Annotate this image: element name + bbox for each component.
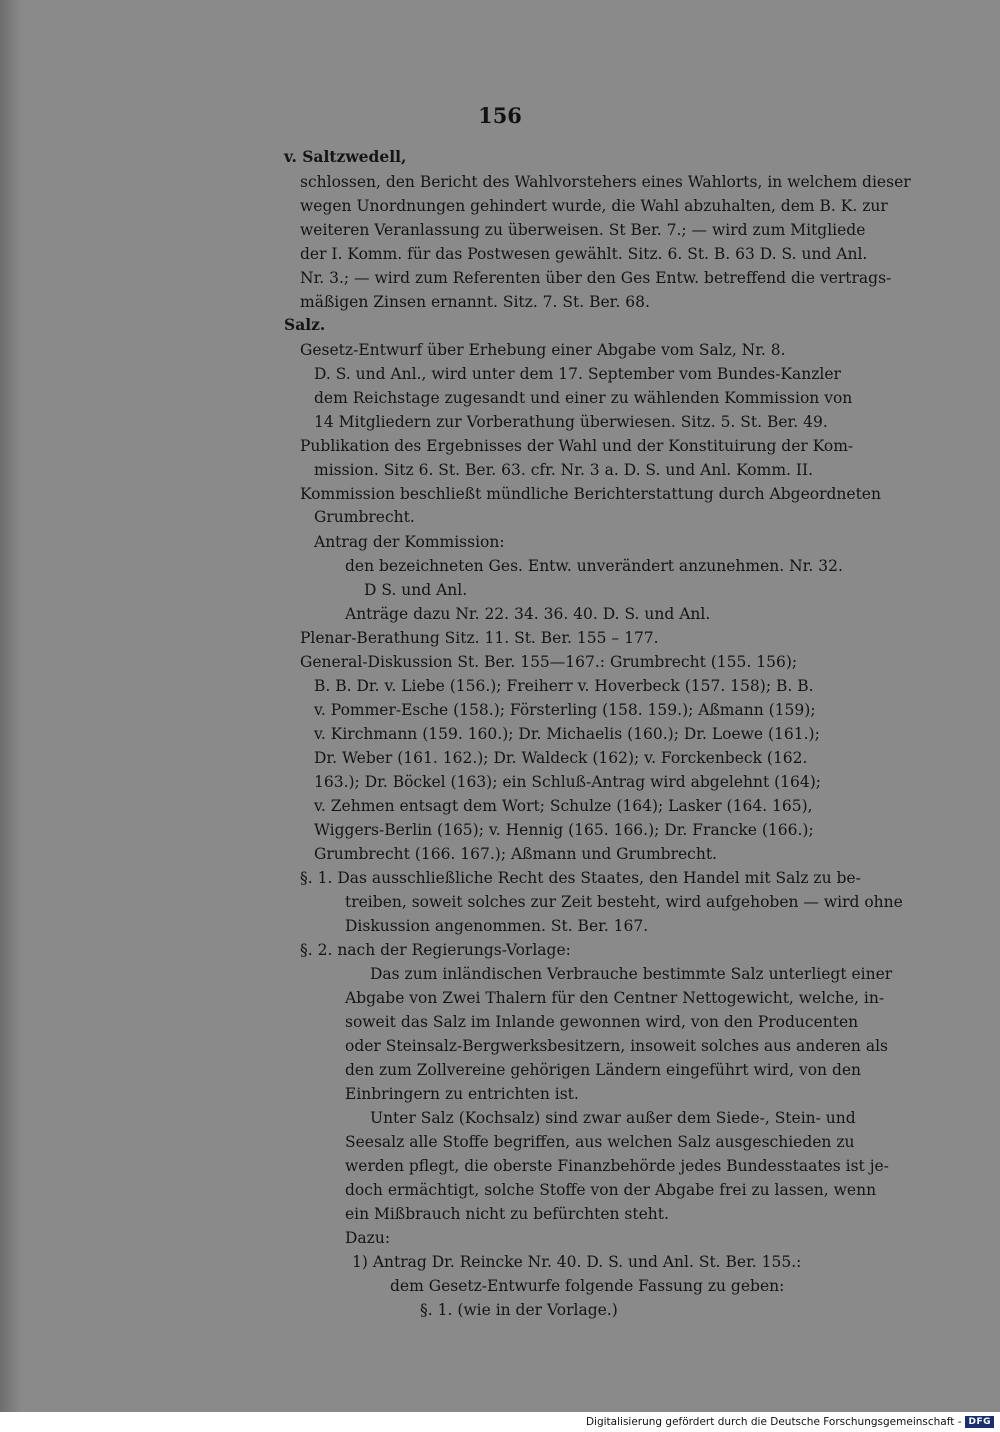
text-line: Gesetz-Entwurf über Erhebung einer Abgabe vom Salz, Nr. 8.	[300, 341, 786, 359]
text-line: den zum Zollvereine gehörigen Ländern eingeführt wird, von den	[345, 1061, 862, 1079]
text-line: ein Mißbrauch nicht zu befürchten steht.	[345, 1205, 669, 1223]
text-line: v. Saltzwedell,	[284, 147, 407, 166]
text-line: soweit das Salz im Inlande gewonnen wird, von den Producenten	[345, 1013, 859, 1031]
text-line: doch ermächtigt, solche Stoffe von der Abgabe frei zu lassen, wenn	[345, 1181, 877, 1199]
text-line: Antrag der Kommission:	[314, 533, 505, 551]
text-line: der I. Komm. für das Postwesen gewählt. Sitz. 6. St. B. 63 D. S. und Anl.	[300, 245, 868, 263]
text-line: v. Pommer-Esche (158.); Försterling (158. 159.); Aßmann (159);	[314, 701, 816, 719]
text-line: §. 2. nach der Regierungs-Vorlage:	[300, 941, 571, 959]
text-line: dem Reichstage zugesandt und einer zu wählenden Kommission von	[314, 389, 853, 407]
text-line: weiteren Veranlassung zu überweisen. St Ber. 7.; — wird zum Mitgliede	[300, 221, 866, 239]
text-line: Seesalz alle Stoffe begriffen, aus welchen Salz ausgeschieden zu	[345, 1133, 855, 1151]
text-line: Dazu:	[345, 1229, 391, 1247]
text-line: Unter Salz (Kochsalz) sind zwar außer dem Siede-, Stein- und	[370, 1109, 856, 1127]
text-line: oder Steinsalz-Bergwerksbesitzern, insoweit solches aus anderen als	[345, 1037, 888, 1055]
text-line: wegen Unordnungen gehindert wurde, die Wahl abzuhalten, dem B. K. zur	[300, 197, 888, 215]
text-line: Grumbrecht (166. 167.); Aßmann und Grumbrecht.	[314, 845, 717, 863]
text-line: Abgabe von Zwei Thalern für den Centner Nettogewicht, welche, in-	[345, 989, 885, 1007]
digitization-footer	[586, 1416, 994, 1428]
text-line: General-Diskussion St. Ber. 155—167.: Grumbrecht (155. 156);	[300, 653, 798, 671]
page-edge-shadow	[0, 0, 22, 1412]
text-line: Wiggers-Berlin (165); v. Hennig (165. 166.); Dr. Francke (166.);	[314, 821, 814, 839]
text-line: Diskussion angenommen. St. Ber. 167.	[345, 917, 649, 935]
text-line: D. S. und Anl., wird unter dem 17. September vom Bundes-Kanzler	[314, 365, 841, 383]
section-heading: Salz.	[284, 315, 326, 334]
text-line: den bezeichneten Ges. Entw. unverändert anzunehmen. Nr. 32.	[345, 557, 843, 575]
text-line: §. 1. Das ausschließliche Recht des Staates, den Handel mit Salz zu be-	[300, 869, 861, 887]
text-line: mission. Sitz 6. St. Ber. 63. cfr. Nr. 3 a. D. S. und Anl. Komm. II.	[314, 461, 814, 479]
text-line: v. Kirchmann (159. 160.); Dr. Michaelis (160.); Dr. Loewe (161.);	[314, 725, 820, 743]
text-line: Einbringern zu entrichten ist.	[345, 1085, 579, 1103]
text-line: mäßigen Zinsen ernannt. Sitz. 7. St. Ber. 68.	[300, 293, 650, 311]
footer-credit: Digitalisierung gefördert durch die Deutsche Forschungsgemeinschaft -	[585, 1416, 962, 1428]
text-line: werden pflegt, die oberste Finanzbehörde jedes Bundesstaates ist je-	[345, 1157, 889, 1175]
text-line: Publikation des Ergebnisses der Wahl und der Konstituirung der Kom-	[300, 437, 854, 455]
text-line: Anträge dazu Nr. 22. 34. 36. 40. D. S. und Anl.	[345, 605, 711, 623]
text-line: dem Gesetz-Entwurfe folgende Fassung zu geben:	[390, 1277, 785, 1295]
text-line: v. Zehmen entsagt dem Wort; Schulze (164); Lasker (164. 165),	[314, 797, 813, 815]
text-line: 163.); Dr. Böckel (163); ein Schluß-Antrag wird abgelehnt (164);	[314, 773, 822, 791]
page-number: 156	[478, 103, 522, 128]
text-line: Das zum inländischen Verbrauche bestimmte Salz unterliegt einer	[370, 965, 893, 983]
text-line: Dr. Weber (161. 162.); Dr. Waldeck (162); v. Forckenbeck (162.	[314, 749, 808, 767]
text-line: 14 Mitgliedern zur Vorberathung überwiesen. Sitz. 5. St. Ber. 49.	[314, 413, 828, 431]
text-line: Kommission beschließt mündliche Berichterstattung durch Abgeordneten	[300, 485, 881, 503]
text-line: B. B. Dr. v. Liebe (156.); Freiherr v. Hoverbeck (157. 158); B. B.	[314, 677, 814, 695]
text-line: Nr. 3.; — wird zum Referenten über den Ges Entw. betreffend die vertrags-	[300, 269, 892, 287]
text-line: schlossen, den Bericht des Wahlvorstehers eines Wahlorts, in welchem dieser	[300, 173, 911, 191]
dfg-logo: DFG	[965, 1416, 994, 1428]
text-line: treiben, soweit solches zur Zeit besteht, wird aufgehoben — wird ohne	[345, 893, 903, 911]
text-line: Grumbrecht.	[314, 508, 415, 526]
text-line: §. 1. (wie in der Vorlage.)	[420, 1301, 618, 1319]
text-line: 1) Antrag Dr. Reincke Nr. 40. D. S. und Anl. St. Ber. 155.:	[352, 1253, 802, 1271]
text-line: D S. und Anl.	[364, 581, 468, 599]
text-line: Plenar-Berathung Sitz. 11. St. Ber. 155 – 177.	[300, 629, 659, 647]
